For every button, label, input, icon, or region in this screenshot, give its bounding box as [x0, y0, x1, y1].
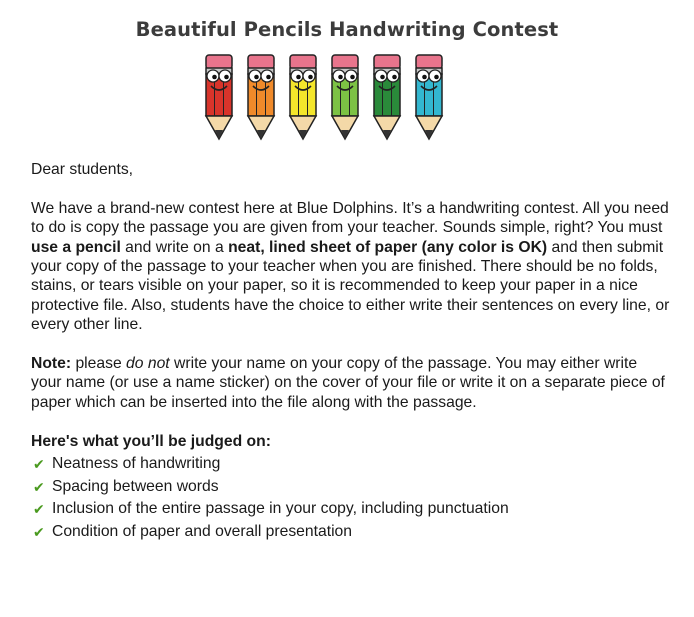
- paragraph-note: [31, 354, 671, 412]
- paragraph-text: We have a brand-new contest here at Blue Dolphins. It’s a handwriting contest. All you need to do is copy the passage you are given from your teacher. Sounds simple, right? You must: [31, 199, 669, 237]
- pencil-icon: [328, 53, 362, 143]
- page-title: Beautiful Pencils Handwriting Contest: [135, 18, 559, 41]
- emphasis-pencil: use a pencil: [31, 238, 121, 256]
- list-item-label: Condition of paper and overall presentation: [52, 522, 353, 540]
- list-item-label: Spacing between words: [52, 477, 219, 495]
- pencil-icon: [412, 53, 446, 143]
- paragraph-intro: [31, 199, 671, 335]
- pencil-icon: [244, 53, 278, 143]
- list-item: [31, 521, 671, 544]
- judging-list: [31, 453, 671, 543]
- check-icon: ✔: [33, 523, 45, 540]
- paragraph-text: write your name on your copy of the passage. You may either write your name (or use a name sticker) on the cover of your file or write it on a separate piece of paper which can be inserted into the file along with the passage.: [31, 355, 665, 411]
- pencil-illustration: [202, 53, 464, 145]
- check-icon: ✔: [33, 501, 45, 518]
- greeting: Dear students,: [31, 161, 134, 178]
- paragraph-text: and write on a: [120, 238, 229, 256]
- pencil-icon: [370, 53, 404, 143]
- list-item: [31, 453, 671, 476]
- pencil-icon: [286, 53, 320, 143]
- pencil-icon: [202, 53, 236, 143]
- list-item: [31, 498, 671, 521]
- check-icon: ✔: [33, 478, 45, 495]
- list-item-label: Neatness of handwriting: [52, 455, 221, 473]
- list-item: [31, 476, 671, 499]
- paragraph-text: and then submit your copy of the passage to your teacher when you are finished. There should be no folds, stains, or tears visible on your paper, so it is recommended to keep your paper in a nice protective file. Also, students have the choice to either write their sentences on every line, or every other line.: [31, 238, 670, 334]
- list-item-label: Inclusion of the entire passage in your copy, including punctuation: [52, 500, 509, 518]
- judging-heading: Here's what you’ll be judged on:: [31, 432, 271, 450]
- emphasis-do-not: do not: [126, 355, 170, 373]
- letter-body: [31, 160, 671, 543]
- paragraph-text: please: [71, 355, 127, 373]
- emphasis-paper: neat, lined sheet of paper (any color is OK): [228, 238, 548, 256]
- check-icon: ✔: [33, 456, 45, 473]
- note-label: Note:: [31, 355, 72, 373]
